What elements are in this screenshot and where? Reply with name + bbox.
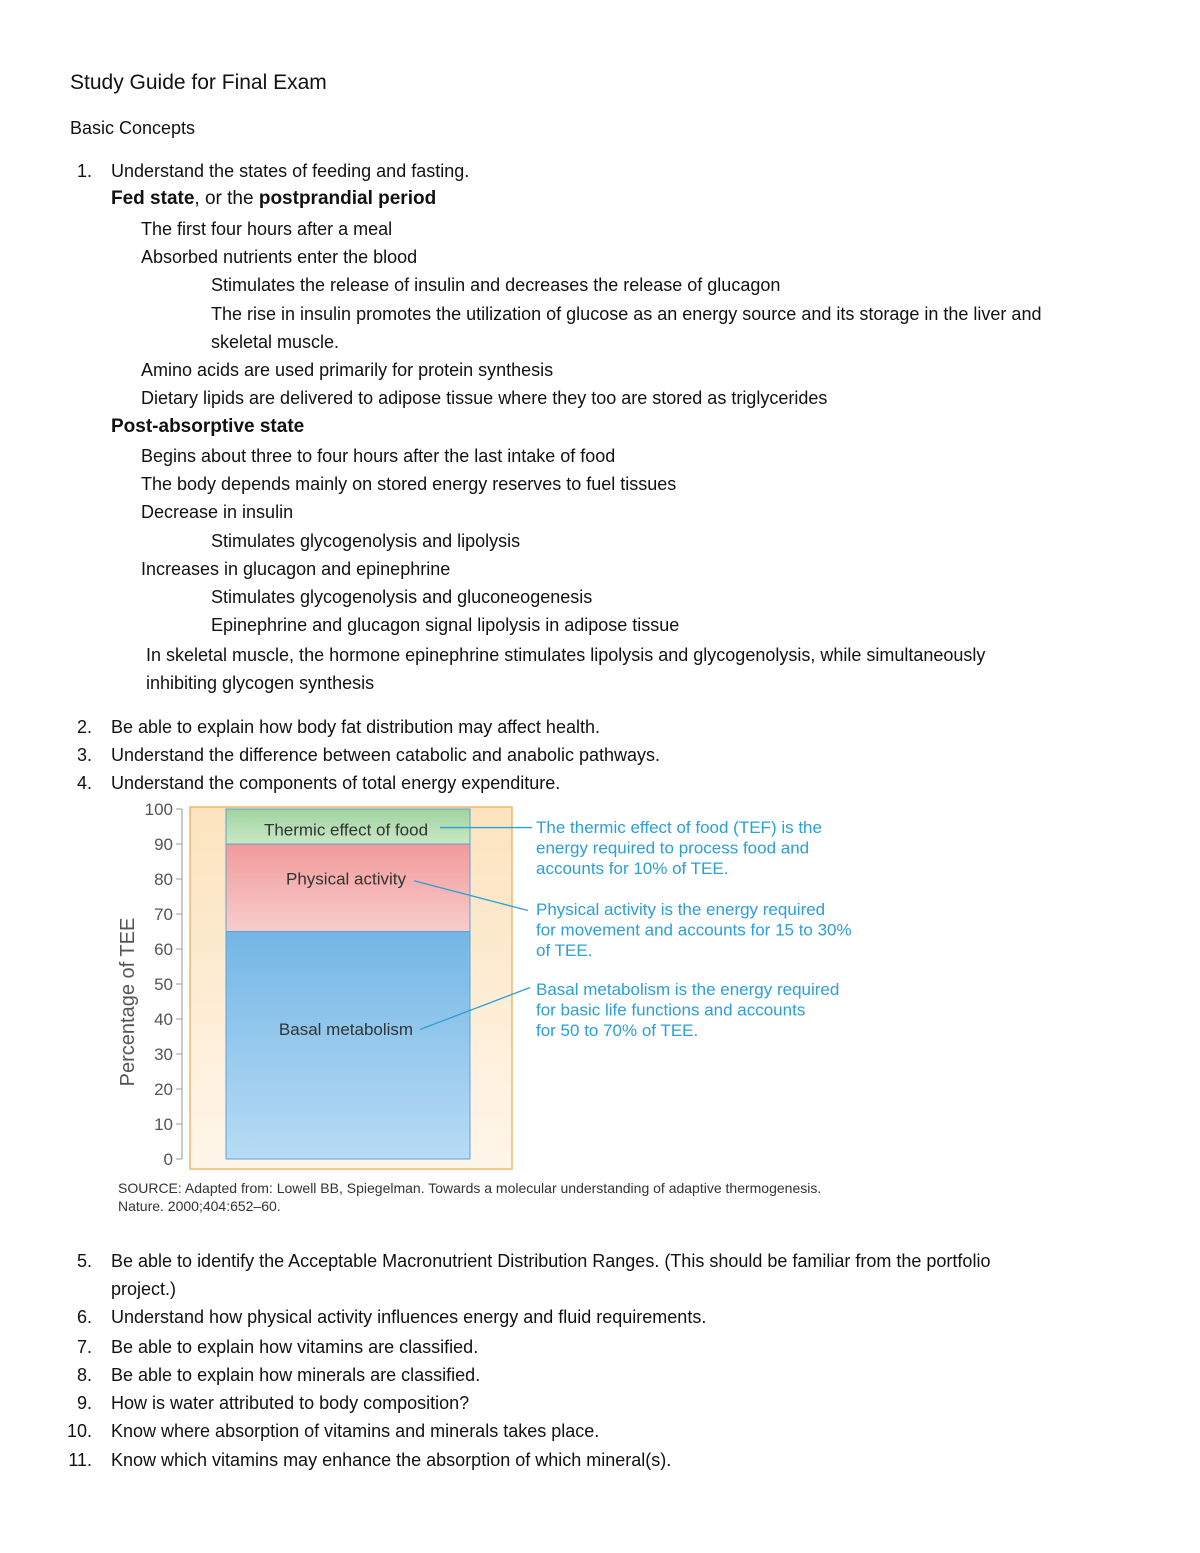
segment-label-basal-metabolism: Basal metabolism xyxy=(278,1019,414,1039)
fed-state-connector: , or the xyxy=(194,188,259,209)
y-tick-label: 60 xyxy=(154,940,173,959)
activity-note-line: of TEE. xyxy=(536,941,593,960)
list-number: 3. xyxy=(76,745,92,765)
list-number: 11. xyxy=(68,1450,92,1470)
list-item-text: How is water attributed to body composition? xyxy=(111,1393,470,1413)
fed-line: The rise in insulin promotes the utilization of glucose as an energy source and its storage in the liver and xyxy=(211,304,1042,324)
fed-line: skeletal muscle. xyxy=(211,332,340,352)
post-line: Stimulates glycogenolysis and gluconeogenesis xyxy=(211,587,593,607)
activity-note-line: for movement and accounts for 15 to 30% xyxy=(536,920,852,940)
fed-state-heading xyxy=(111,188,436,210)
fed-line: Stimulates the release of insulin and decreases the release of glucagon xyxy=(211,275,781,295)
y-tick-label: 30 xyxy=(154,1045,173,1064)
list-number: 10. xyxy=(66,1421,92,1441)
list-number: 2. xyxy=(76,717,92,737)
post-line: The body depends mainly on stored energy reserves to fuel tissues xyxy=(141,474,677,494)
post-line: Decrease in insulin xyxy=(141,502,294,522)
tef-note-line: The thermic effect of food (TEF) is the xyxy=(536,818,822,837)
y-tick-label: 50 xyxy=(154,975,173,994)
list-item-text: project.) xyxy=(111,1279,177,1299)
bar-segment-basal-metabolism xyxy=(226,932,470,1160)
list-item-text: Understand the states of feeding and fasting. xyxy=(111,161,470,181)
list-item-text: Be able to explain how vitamins are classified. xyxy=(111,1337,479,1357)
list-number: 1. xyxy=(76,161,92,181)
segment-label-thermic-effect: Thermic effect of food xyxy=(263,820,429,840)
segment-label-physical-activity: Physical activity xyxy=(286,869,406,889)
list-number: 5. xyxy=(76,1251,92,1271)
section-heading: Basic Concepts xyxy=(70,118,196,138)
list-item-text: Understand the components of total energy expenditure. xyxy=(111,773,561,793)
y-tick-label: 100 xyxy=(144,800,173,819)
postprandial-term: postprandial period xyxy=(258,188,437,209)
tef-note-line: energy required to process food and xyxy=(536,838,810,858)
list-item-text: Be able to explain how minerals are classified. xyxy=(111,1365,481,1385)
y-tick-label: 80 xyxy=(154,870,173,889)
post-line: Stimulates glycogenolysis and lipolysis xyxy=(211,531,521,551)
post-line: inhibiting glycogen synthesis xyxy=(146,673,375,693)
y-axis-title: Percentage of TEE xyxy=(117,917,139,1087)
list-item-text: Know which vitamins may enhance the absorption of which mineral(s). xyxy=(111,1450,672,1470)
post-line: Epinephrine and glucagon signal lipolysis in adipose tissue xyxy=(211,615,680,635)
list-item-text: Be able to explain how body fat distribution may affect health. xyxy=(111,717,600,737)
page-title: Study Guide for Final Exam xyxy=(70,71,327,94)
basal-note-line: Basal metabolism is the energy required xyxy=(536,980,840,999)
post-line: In skeletal muscle, the hormone epinephrine stimulates lipolysis and glycogenolysis, while simultaneously xyxy=(146,645,986,665)
basal-note-line: for 50 to 70% of TEE. xyxy=(536,1021,699,1040)
list-item-text: Understand how physical activity influences energy and fluid requirements. xyxy=(111,1307,707,1327)
basal-note-line: for basic life functions and accounts xyxy=(536,1000,806,1020)
fed-line: Absorbed nutrients enter the blood xyxy=(141,247,418,267)
chart-source-line: SOURCE: Adapted from: Lowell BB, Spiegelman. Towards a molecular understanding of adaptive thermogenesis. xyxy=(118,1180,822,1196)
list-number: 9. xyxy=(76,1393,92,1413)
list-item-text: Be able to identify the Acceptable Macronutrient Distribution Ranges. (This should be familiar from the portfolio xyxy=(111,1251,991,1271)
y-tick-label: 40 xyxy=(154,1010,173,1029)
fed-line: The first four hours after a meal xyxy=(141,219,393,239)
activity-note-line: Physical activity is the energy required xyxy=(536,900,826,919)
post-line: Increases in glucagon and epinephrine xyxy=(141,559,451,579)
list-number: 6. xyxy=(76,1307,92,1327)
y-tick-label: 10 xyxy=(154,1115,173,1134)
y-tick-label: 20 xyxy=(154,1080,173,1099)
fed-line: Dietary lipids are delivered to adipose tissue where they too are stored as triglycerides xyxy=(141,388,828,408)
fed-line: Amino acids are used primarily for protein synthesis xyxy=(141,360,554,380)
tef-note-line: accounts for 10% of TEE. xyxy=(536,859,729,878)
post-absorptive-heading: Post-absorptive state xyxy=(111,416,305,437)
post-line: Begins about three to four hours after the last intake of food xyxy=(141,446,616,466)
list-item-text: Understand the difference between catabolic and anabolic pathways. xyxy=(111,745,661,765)
y-tick-label: 0 xyxy=(163,1150,173,1169)
chart-source-line: Nature. 2000;404:652–60. xyxy=(118,1198,281,1214)
fed-state-term: Fed state xyxy=(111,188,195,209)
list-number: 4. xyxy=(76,773,92,793)
list-number: 8. xyxy=(76,1365,92,1385)
list-item-text: Know where absorption of vitamins and minerals takes place. xyxy=(111,1421,600,1441)
y-tick-label: 90 xyxy=(154,835,173,854)
tee-chart xyxy=(110,795,910,1225)
list-number: 7. xyxy=(76,1337,92,1357)
y-tick-label: 70 xyxy=(154,905,173,924)
